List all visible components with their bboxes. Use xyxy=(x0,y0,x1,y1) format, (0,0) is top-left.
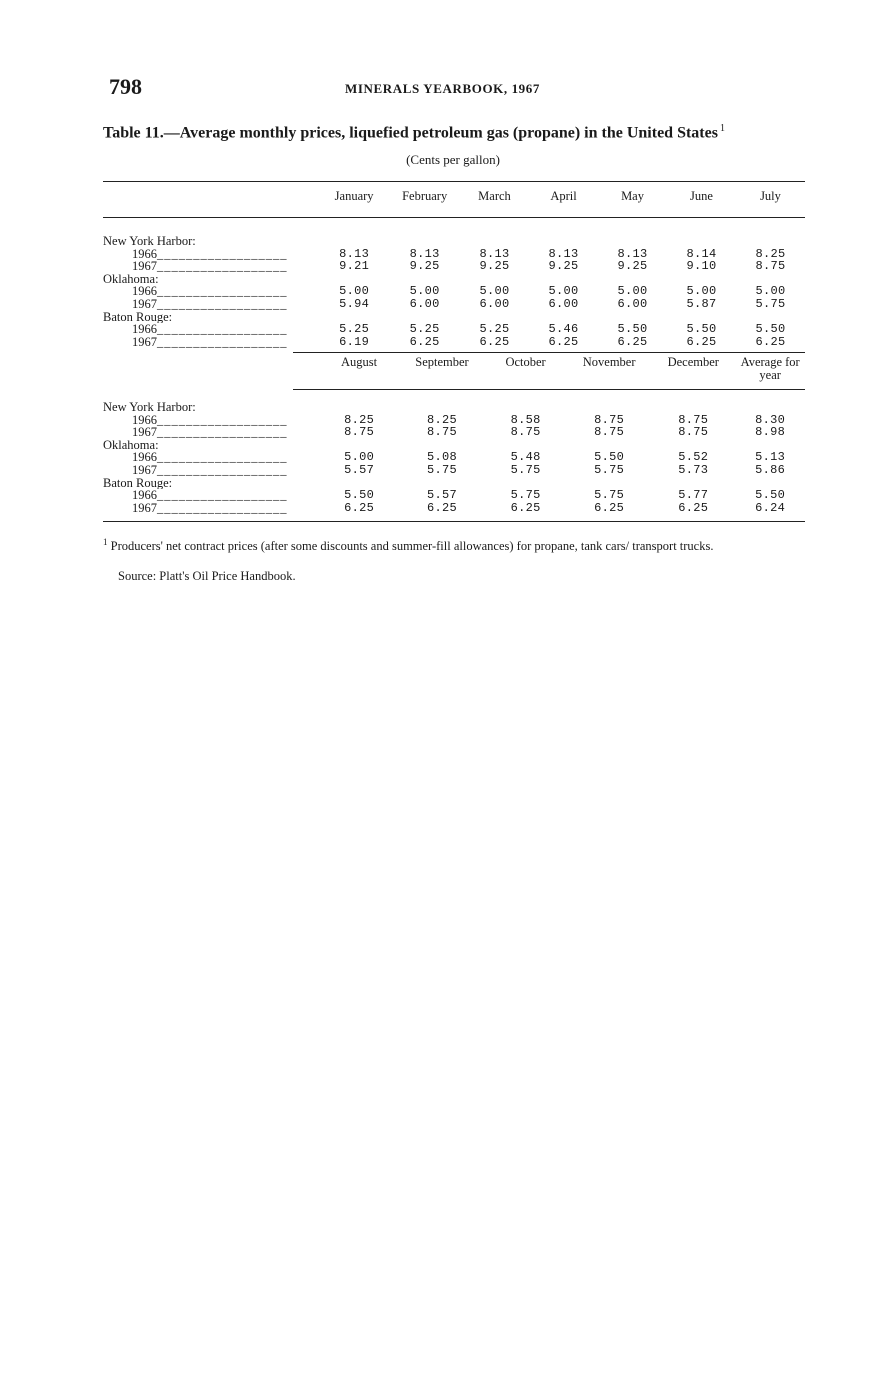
table-row xyxy=(103,336,805,349)
title-footnote-ref: 1 xyxy=(719,123,725,134)
price-cell: 5.75 xyxy=(594,488,625,503)
price-cell: 9.25 xyxy=(479,259,510,274)
table-row xyxy=(103,426,805,439)
price-cell: 9.25 xyxy=(548,259,579,274)
column-header: April xyxy=(550,189,577,203)
price-cell: 6.25 xyxy=(594,500,625,515)
price-cell: 8.13 xyxy=(409,246,440,261)
price-cell: 5.50 xyxy=(755,322,786,337)
price-cell: 6.25 xyxy=(479,334,510,349)
column-header: January xyxy=(334,189,374,203)
price-cell: 8.75 xyxy=(594,412,625,427)
price-cell: 5.87 xyxy=(686,296,717,311)
year-stub xyxy=(103,248,319,261)
year-stub xyxy=(103,426,318,439)
price-cell: 6.24 xyxy=(755,500,786,515)
price-cell: 5.00 xyxy=(479,284,510,299)
price-cell: 6.25 xyxy=(678,500,709,515)
price-cell: 5.00 xyxy=(755,284,786,299)
leader-dots: __________________ xyxy=(157,297,288,311)
leader-dots: __________________ xyxy=(157,501,288,515)
leader-dots: __________________ xyxy=(157,285,288,298)
price-cell: 5.25 xyxy=(409,322,440,337)
table-bottom-rule xyxy=(103,521,805,522)
leader-dots: __________________ xyxy=(157,260,288,273)
leader-dots: __________________ xyxy=(157,451,288,464)
table-title xyxy=(103,123,725,142)
leader-dots: __________________ xyxy=(157,426,288,439)
price-cell: 5.50 xyxy=(755,488,786,503)
price-cell: 9.25 xyxy=(617,259,648,274)
price-cell: 8.30 xyxy=(755,412,786,427)
price-cell: 6.00 xyxy=(409,296,440,311)
year-label: 1966 xyxy=(132,451,157,464)
group-row xyxy=(103,235,805,248)
column-header: June xyxy=(690,189,713,203)
price-cell: 5.94 xyxy=(339,296,370,311)
footnote-1-ref: 1 xyxy=(103,537,108,547)
price-cell: 8.58 xyxy=(510,412,541,427)
price-cell: 8.75 xyxy=(678,425,709,440)
price-cell: 5.50 xyxy=(594,450,625,465)
group-label: Oklahoma: xyxy=(103,272,159,286)
price-cell: 9.10 xyxy=(686,259,717,274)
price-cell: 8.13 xyxy=(339,246,370,261)
price-cell: 5.25 xyxy=(479,322,510,337)
year-stub xyxy=(103,502,318,515)
price-cell: 5.50 xyxy=(686,322,717,337)
column-header-row xyxy=(103,190,805,235)
year-stub xyxy=(103,285,319,298)
year-stub xyxy=(103,323,319,336)
column-header: May xyxy=(621,189,644,203)
price-cell: 8.75 xyxy=(594,425,625,440)
price-cell: 6.19 xyxy=(339,334,370,349)
price-cell: 8.25 xyxy=(426,412,457,427)
source-note: Source: Platt's Oil Price Handbook. xyxy=(118,569,296,583)
running-head: MINERALS YEARBOOK, 1967 xyxy=(345,81,540,96)
price-table-aug-dec xyxy=(103,356,805,514)
table-title-text: Table 11.—Average monthly prices, liquefied petroleum gas (propane) in the United States xyxy=(103,124,718,142)
year-stub xyxy=(103,489,318,502)
leader-dots: __________________ xyxy=(157,335,288,349)
table-units: (Cents per gallon) xyxy=(406,152,500,167)
column-header: Average for year xyxy=(740,355,800,382)
table-row xyxy=(103,464,805,477)
column-header: February xyxy=(402,189,448,203)
price-cell: 8.98 xyxy=(755,425,786,440)
price-cell: 5.75 xyxy=(755,296,786,311)
price-cell: 5.75 xyxy=(426,462,457,477)
price-cell: 9.25 xyxy=(409,259,440,274)
price-cell: 6.00 xyxy=(617,296,648,311)
leader-dots: __________________ xyxy=(157,489,288,502)
year-stub xyxy=(103,298,319,311)
price-cell: 5.00 xyxy=(548,284,579,299)
table-row xyxy=(103,260,805,273)
price-cell: 5.00 xyxy=(339,284,370,299)
price-cell: 5.25 xyxy=(339,322,370,337)
price-cell: 6.25 xyxy=(426,500,457,515)
price-cell: 5.13 xyxy=(755,450,786,465)
price-cell: 6.25 xyxy=(617,334,648,349)
price-cell: 5.77 xyxy=(678,488,709,503)
price-cell: 8.14 xyxy=(686,246,717,261)
price-cell: 6.25 xyxy=(686,334,717,349)
price-cell: 5.73 xyxy=(678,462,709,477)
year-stub xyxy=(103,464,318,477)
column-header-row xyxy=(103,356,805,401)
block-divider-rule xyxy=(293,352,805,353)
price-cell: 8.75 xyxy=(344,425,375,440)
year-stub xyxy=(103,336,319,349)
price-cell: 5.52 xyxy=(678,450,709,465)
price-cell: 6.25 xyxy=(548,334,579,349)
year-label: 1967 xyxy=(132,335,157,349)
column-header: March xyxy=(478,189,511,203)
footnote-1 xyxy=(103,535,806,553)
price-cell: 5.57 xyxy=(344,462,375,477)
price-cell: 5.50 xyxy=(344,488,375,503)
price-cell: 5.00 xyxy=(686,284,717,299)
year-stub xyxy=(103,451,318,464)
year-label: 1966 xyxy=(132,323,157,336)
year-label: 1967 xyxy=(132,426,157,439)
stub-header xyxy=(103,190,319,235)
leader-dots: __________________ xyxy=(157,323,288,336)
column-header: August xyxy=(341,355,378,369)
year-label: 1967 xyxy=(132,501,157,515)
price-cell: 5.86 xyxy=(755,462,786,477)
page-number: 798 xyxy=(109,74,142,99)
price-cell: 8.13 xyxy=(548,246,579,261)
column-header: October xyxy=(505,355,546,369)
price-cell: 8.75 xyxy=(678,412,709,427)
year-label: 1967 xyxy=(132,463,157,477)
year-stub xyxy=(103,260,319,273)
year-label: 1966 xyxy=(132,247,157,261)
year-label: 1966 xyxy=(132,285,157,298)
price-cell: 6.00 xyxy=(479,296,510,311)
header-rule-1 xyxy=(103,217,805,218)
table-top-rule xyxy=(103,181,805,182)
stub-header xyxy=(103,356,318,401)
price-cell: 6.00 xyxy=(548,296,579,311)
footnote-1-text: Producers' net contract prices (after some discounts and summer-fill allowances) for propane, tank cars/ transport trucks. xyxy=(107,539,714,554)
price-cell: 5.00 xyxy=(617,284,648,299)
group-row xyxy=(103,401,805,414)
price-cell: 5.75 xyxy=(510,462,541,477)
table-row xyxy=(103,502,805,515)
price-cell: 5.00 xyxy=(409,284,440,299)
price-cell: 8.75 xyxy=(510,425,541,440)
price-cell: 8.13 xyxy=(479,246,510,261)
price-cell: 6.25 xyxy=(344,500,375,515)
leader-dots: __________________ xyxy=(157,247,288,261)
price-cell: 6.25 xyxy=(409,334,440,349)
group-label: Oklahoma: xyxy=(103,438,159,452)
year-label: 1967 xyxy=(132,297,157,311)
price-cell: 8.25 xyxy=(344,412,375,427)
price-cell: 5.46 xyxy=(548,322,579,337)
price-cell: 8.13 xyxy=(617,246,648,261)
price-cell: 5.50 xyxy=(617,322,648,337)
column-header: November xyxy=(582,355,636,369)
price-cell: 8.25 xyxy=(755,246,786,261)
table-row xyxy=(103,489,805,502)
price-cell: 6.25 xyxy=(510,500,541,515)
group-label: New York Harbor: xyxy=(103,401,196,414)
price-cell: 5.75 xyxy=(510,488,541,503)
group-label: Baton Rouge: xyxy=(103,310,173,324)
price-cell: 5.75 xyxy=(594,462,625,477)
price-cell: 5.00 xyxy=(344,450,375,465)
leader-dots: __________________ xyxy=(157,463,288,477)
price-cell: 8.75 xyxy=(755,259,786,274)
price-cell: 6.25 xyxy=(755,334,786,349)
year-label: 1966 xyxy=(132,413,157,427)
price-cell: 5.08 xyxy=(426,450,457,465)
table-row xyxy=(103,323,805,336)
price-cell: 9.21 xyxy=(339,259,370,274)
column-header: December xyxy=(667,355,719,369)
header-rule-2 xyxy=(293,389,805,390)
year-label: 1966 xyxy=(132,489,157,502)
group-label: New York Harbor: xyxy=(103,235,196,248)
table-row xyxy=(103,298,805,311)
year-label: 1967 xyxy=(132,260,157,273)
group-label: Baton Rouge: xyxy=(103,476,173,490)
price-table-jan-jul xyxy=(103,190,805,348)
year-stub xyxy=(103,414,318,427)
leader-dots: __________________ xyxy=(157,413,288,427)
price-cell: 5.48 xyxy=(510,450,541,465)
price-cell: 8.75 xyxy=(426,425,457,440)
column-header: July xyxy=(760,189,781,203)
price-cell: 5.57 xyxy=(426,488,457,503)
column-header: September xyxy=(415,355,469,369)
